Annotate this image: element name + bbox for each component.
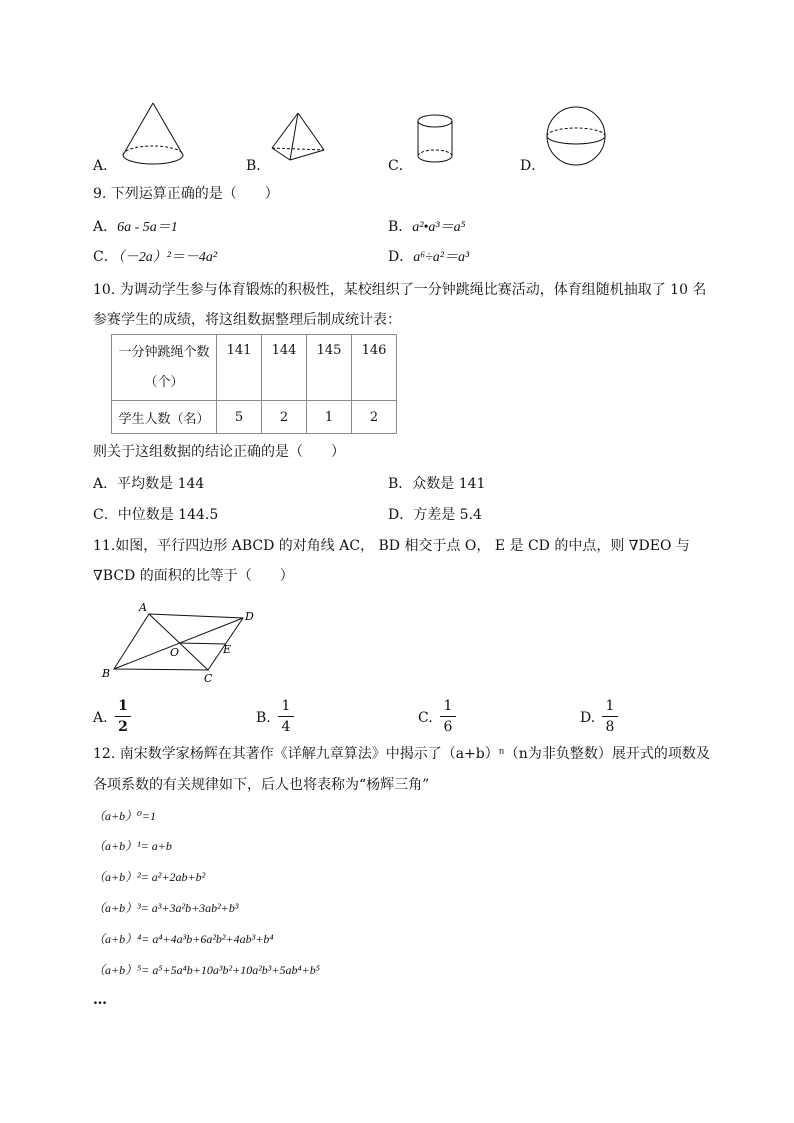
q9-option-a-expr: 6a - 5a＝1 <box>117 220 178 235</box>
q12-expansion-3: （a+b）³= a³+3a²b+3ab²+b³ <box>93 901 239 915</box>
q9-option-c-expr: （－2a）²＝－4a² <box>117 250 218 265</box>
q10-students-cell: 2 <box>352 401 397 434</box>
q8-option-d-label[interactable]: D． <box>520 158 546 174</box>
q9-option-b-expr: a²•a³＝a⁵ <box>412 220 466 235</box>
q10-students-cell: 2 <box>262 401 307 434</box>
q10-stem-line2: 参赛学生的成绩，将这组数据整理后制成统计表： <box>93 312 401 328</box>
sphere-icon <box>542 106 610 168</box>
point-b-label: B <box>102 667 111 680</box>
pyramid-icon <box>268 110 330 166</box>
q8-option-a-label[interactable]: A． <box>93 158 118 174</box>
q11-stem-line2: ∇BCD 的面积的比等于（ ） <box>93 568 294 584</box>
point-e-label: E <box>223 643 232 656</box>
q10-count-cell: 145 <box>307 335 352 401</box>
q12-ellipsis: … <box>93 992 107 1008</box>
point-c-label: C <box>204 672 213 685</box>
q10-option-d[interactable]: D．方差是 5.4 <box>388 507 482 523</box>
q10-count-cell: 141 <box>217 335 262 401</box>
q10-option-a[interactable]: A．平均数是 144 <box>93 476 205 492</box>
point-d-label: D <box>245 610 254 623</box>
q10-option-b[interactable]: B．众数是 141 <box>388 476 486 492</box>
q11-option-a-fraction: 1 2 <box>115 697 131 736</box>
parallelogram-figure <box>95 598 265 686</box>
point-a-label: A <box>139 601 147 614</box>
q10-row-label: 学生人数（名） <box>112 401 217 434</box>
q9-option-b[interactable]: B．a²•a³＝a⁵ <box>388 219 466 235</box>
point-o-label: O <box>170 646 180 659</box>
q9-option-a[interactable]: A．6a - 5a＝1 <box>93 219 178 235</box>
q10-option-c[interactable]: C．中位数是 144.5 <box>93 507 219 523</box>
q10-students-cell: 1 <box>307 401 352 434</box>
q10-students-cell: 5 <box>217 401 262 434</box>
q10-stem-line1: 10. 为调动学生参与体育锻炼的积极性，某校组织了一分钟跳绳比赛活动，体育组随机抽取了 10 名 <box>93 282 707 298</box>
q10-stat-table <box>111 334 397 434</box>
q12-expansion-2: （a+b）²= a²+2ab+b² <box>93 870 206 884</box>
q10-header-cell: 一分钟跳绳个数 （个） <box>112 335 217 401</box>
q11-option-b-fraction: 1 4 <box>278 697 294 736</box>
q12-expansion-0: （a+b）⁰=1 <box>93 809 157 823</box>
cylinder-icon <box>414 112 456 166</box>
q8-option-b-label[interactable]: B． <box>246 158 271 174</box>
cone-icon <box>118 100 188 166</box>
q10-count-cell: 144 <box>262 335 307 401</box>
q9-option-d[interactable]: D．a⁶÷a²＝a³ <box>388 249 470 265</box>
q12-stem-line2: 各项系数的有关规律如下，后人也将表称为“杨辉三角” <box>93 777 430 793</box>
q12-expansion-4: （a+b）⁴= a⁴+4a³b+6a²b²+4ab³+b⁴ <box>93 932 274 946</box>
q10-question: 则关于这组数据的结论正确的是（ ） <box>93 444 345 460</box>
q10-count-cell: 146 <box>352 335 397 401</box>
q11-stem-line1: 11.如图，平行四边形 ABCD 的对角线 AC， BD 相交于点 O， E 是 CD 的中点，则 ∇DEO 与 <box>93 538 690 554</box>
q11-option-c-fraction: 1 6 <box>440 697 456 736</box>
q9-option-d-expr: a⁶÷a²＝a³ <box>413 250 470 265</box>
q9-stem: 9. 下列运算正确的是（ ） <box>93 186 279 202</box>
q9-option-c[interactable]: C．（－2a）²＝－4a² <box>93 249 218 265</box>
q8-option-c-label[interactable]: C． <box>388 158 413 174</box>
q11-option-d-fraction: 1 8 <box>602 697 618 736</box>
q12-expansion-1: （a+b）¹= a+b <box>93 839 172 853</box>
q12-expansion-5: （a+b）⁵= a⁵+5a⁴b+10a³b²+10a²b³+5ab⁴+b⁵ <box>93 963 320 977</box>
q12-stem-line1: 12. 南宋数学家杨辉在其著作《详解九章算法》中揭示了（a+b）ⁿ（n为非负整数）展开式的项数及 <box>93 746 710 762</box>
